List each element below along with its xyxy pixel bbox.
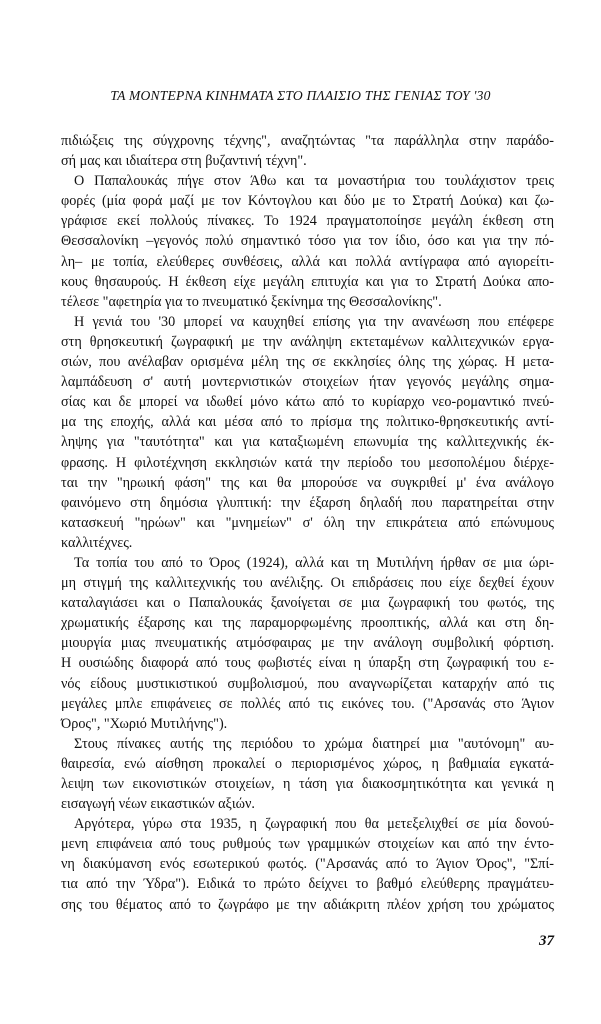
text-line: μη στιγμή της καλλιτεχνικής του ανέλιξης. Οι επιδράσεις που είχε δεχθεί έχουν — [61, 575, 554, 592]
text-line: λειψη των εικονιστικών στοιχείων, η τάση για διακοσμητικότητα και γενικά η — [61, 776, 554, 792]
running-header: ΤΑ ΜΟΝΤΕΡΝΑ ΚΙΝΗΜΑΤΑ ΣΤΟ ΠΛΑΙΣΙΟ ΤΗΣ ΓΕΝΙΑΣ ΤΟΥ '30 — [110, 88, 491, 103]
text-line: κατασκευή "ηρώων" και "μνημείων" σ' όλη την επικράτεια από επώνυμους — [61, 514, 554, 531]
text-line: Θεσσαλονίκη –γεγονός πολύ σημαντικό τόσο για τον ίδιο, όσο και για την πό- — [61, 233, 554, 250]
text-line: φρασης. Η φιλοτέχνηση εκκλησιών κατά την περίοδο του μεσοπολέμου διέρχε- — [61, 454, 554, 471]
text-line: τια από την Ύδρα"). Ειδικά το πρώτο δείχνει το βαθμό ελεύθερης πραγμάτευ- — [61, 876, 554, 893]
text-line: Αργότερα, γύρω στα 1935, η ζωγραφική που θα μετεξελιχθεί σε μία δονού- — [74, 816, 554, 833]
text-line: Η γενιά του '30 μπορεί να καυχηθεί επίσης για την ανανέωση που επέφερε — [74, 313, 554, 330]
text-line: φαινόμενο στη δημόσια γλυπτική: την έξαρση δηλαδή που παρατηρείται στην — [61, 494, 554, 511]
text-line: χρωματικής έξαρσης και της παραμορφωμένης προοπτικής, αλλά και στη δη- — [61, 615, 554, 632]
text-line: Τα τοπία του από το Όρος (1924), αλλά και τη Μυτιλήνη ήρθαν σε μια ώρι- — [74, 554, 554, 571]
text-line: κους θησαυρούς. Η έκθεση είχε μεγάλη επιτυχία και για το Στρατή Δούκα απο- — [61, 273, 554, 290]
text-line: μιουργία μιας πνευματικής ατμόσφαιρας με την ανάλογη συμβολική φόρτιση. — [61, 635, 554, 652]
text-line: γράφισε εκεί πολλούς πίνακες. Το 1924 πραγματοποίησε μεγάλη έκθεση στη — [61, 213, 554, 230]
text-line: νός είδους μυστικιστικού συμβολισμού, που αναγνωρίζεται καταρχήν από τις — [61, 675, 554, 692]
text-line: μενη επιφάνεια από τους ρυθμούς των γραμμικών στοιχείων και από την έντο- — [61, 836, 554, 853]
text-line: μεγάλες μπλε επιφάνειες σε πολλές από τις εικόνες του. ("Αρσανάς στο Άγιον — [61, 695, 554, 712]
text-line: σίας και δε μπορεί να ιδωθεί μόνο κάτω από το κυρίαρχο νεο-ρομαντικό πνεύ- — [61, 394, 554, 411]
text-line: σιών, που ανέλαβαν ορισμένα μέλη της σε εκκλησίες όλης της χώρας. Η μετα- — [61, 354, 554, 371]
text-line: καλλιτέχνες. — [61, 534, 133, 551]
text-line: στη θρησκευτική ζωγραφική με την ανάληψη εκτεταμένων καλλιτεχνικών εργα- — [61, 333, 554, 350]
page-number: 37 — [539, 933, 554, 949]
text-line: λαμπάδευση σ' αυτή μοντερνιστικών στοιχείων ήταν γεγονός μεγάλης σημα- — [61, 374, 554, 391]
body-text — [61, 131, 554, 915]
text-line: Όρος", "Χωριό Μυτιλήνης"). — [61, 715, 228, 732]
text-line: τέλεσε "αφετηρία για το πνευματικό ξεκίνημα της Θεσσαλονίκης". — [61, 293, 442, 310]
text-line: σή μας και ιδιαίτερα στη βυζαντινή τέχνη". — [61, 153, 307, 170]
text-line: θαιρεσία, ενώ αίσθηση προκαλεί ο περιορισμένος χώρος, η βαθμιαία εγκατά- — [61, 755, 554, 772]
text-line: εισαγωγή νέων εικαστικών αξιών. — [61, 796, 255, 813]
text-line: φορές (μία φορά μαζί με τον Κόντογλου και δύο με το Στρατή Δούκα) και ζω- — [61, 193, 554, 210]
text-line: ληψης για "ταυτότητα" και για καταξιωμένη επωνυμία της καλλιτεχνικής έκ- — [61, 434, 554, 451]
text-line: ται την "ηρωική φάση" της και θα μπορούσε να συγκριθεί μ' ένα ανάλογο — [61, 474, 554, 491]
text-line: καταλαγιάσει και ο Παπαλουκάς ξανοίγεται σε μια ζωγραφική του φωτός, της — [61, 595, 554, 612]
text-line: Στους πίνακες αυτής της περιόδου το χρώμα διατηρεί μια "αυτόνομη" αυ- — [74, 735, 554, 752]
text-line: πιδιώξεις της σύγχρονης τέχνης", αναζητώντας "τα παράλληλα στην παράδο- — [61, 133, 554, 149]
text-line: νη διακύμανση ενός εσωτερικού φωτός. ("Αρσανάς από το Άγιον Όρος", "Σπί- — [61, 856, 554, 873]
text-line: Η ουσιώδης διαφορά από τους φωβιστές είναι η ύπαρξη στη ζωγραφική του ε- — [61, 655, 554, 672]
text-line: σης του θέματος από το ζωγράφο με την αδιάκριτη πλέον χρήση του χρώματος — [61, 896, 554, 913]
text-line: Ο Παπαλουκάς πήγε στον Άθω και τα μοναστήρια του τουλάχιστον τρεις — [74, 173, 554, 190]
text-line: μα της εποχής, αλλά και μέσα από το πρίσμα της πολιτικο-θρησκευτικής αντί- — [61, 414, 554, 431]
text-line: λη– με τοπία, ελεύθερες συνθέσεις, αλλά και πολλά αντίγραφα από αγιορείτι- — [61, 253, 554, 270]
